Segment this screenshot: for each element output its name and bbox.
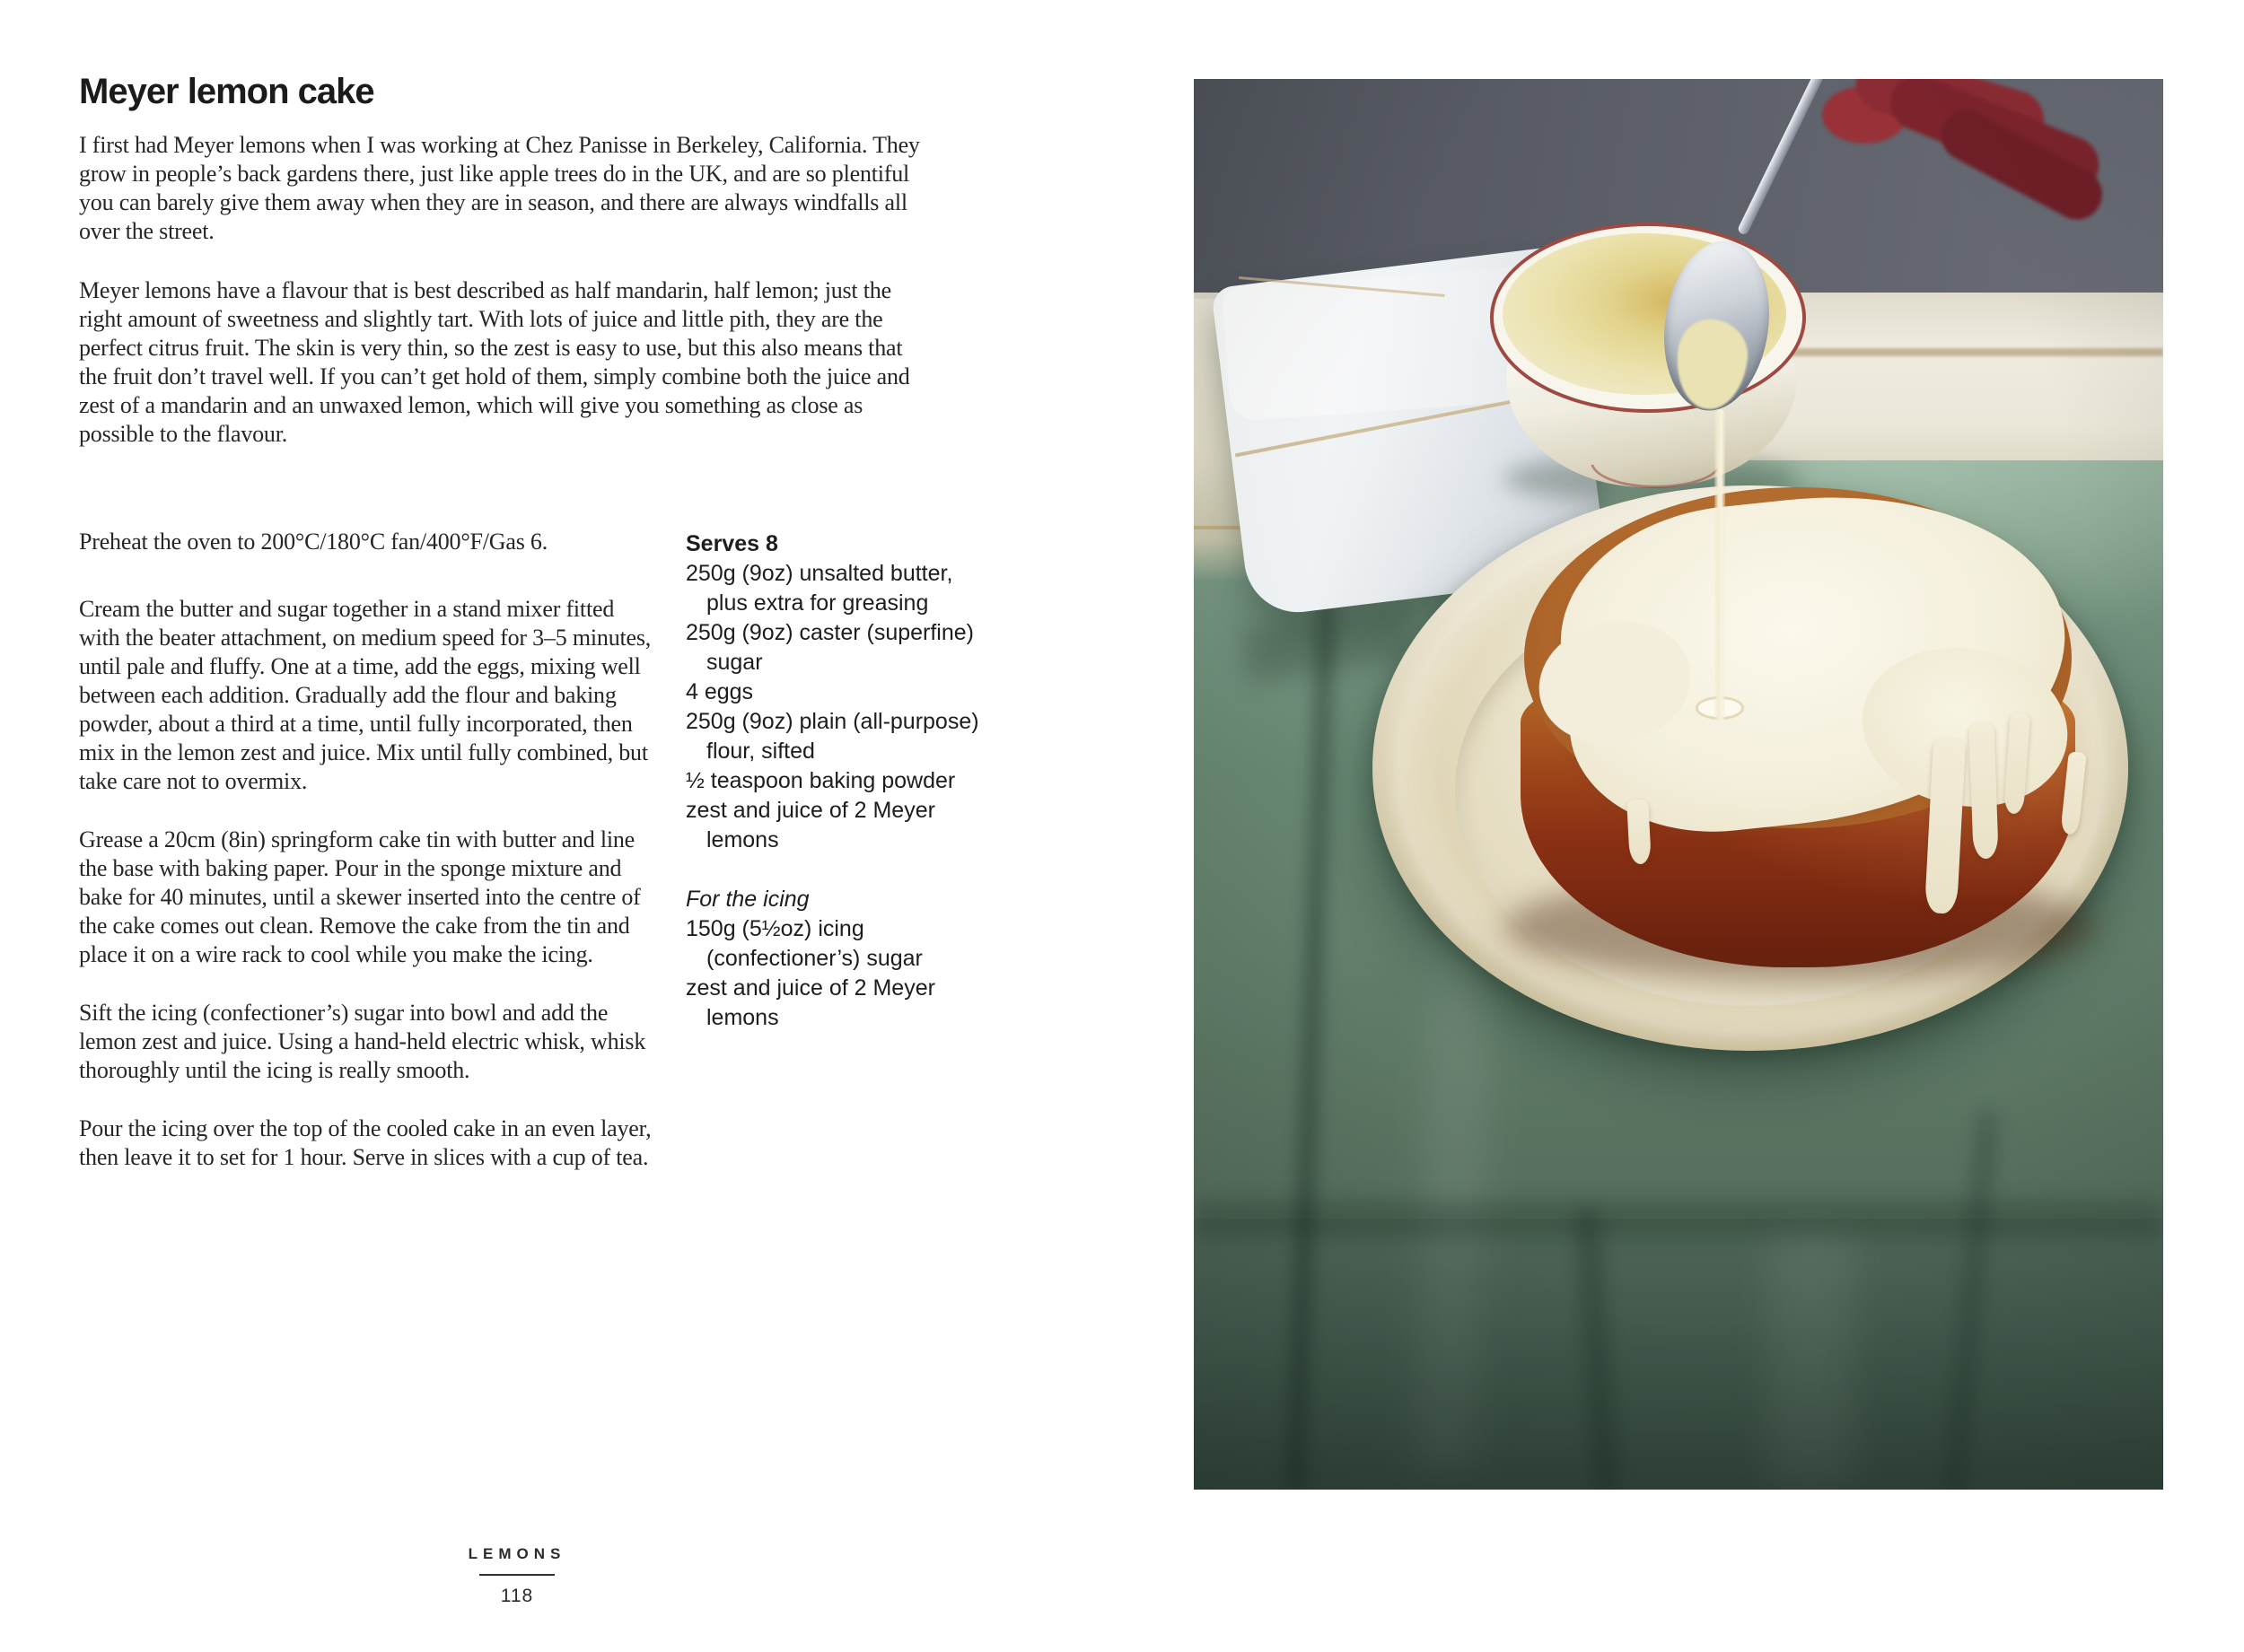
ingredient-line: ½ teaspoon baking powder: [686, 768, 956, 793]
ingredient-line: 150g (5½oz) icing: [686, 916, 864, 941]
ingredient-line: 4 eggs: [686, 679, 754, 704]
ingredient-line: lemons: [706, 1005, 779, 1030]
intro-paragraph: Meyer lemons have a flavour that is best described as half mandarin, half lemon; just the right amount of sweetness and slightly tart. With lots of juice and little pith, they are the perfect citrus fruit. The skin is very thin, so the zest is easy to use, but this also means that the fruit don’t travel well. If you can’t get hold of them, simply combine both the juice and zest of a mandarin and an unwaxed lemon, which will give you something as close as possible to the flavour.: [79, 277, 910, 447]
ingredient-line: 250g (9oz) plain (all-purpose): [686, 709, 979, 734]
serves-label: Serves 8: [686, 531, 778, 556]
intro-paragraph: I first had Meyer lemons when I was working at Chez Panisse in Berkeley, California. They grow in people’s back gardens there, just like apple trees do in the UK, and are so plentiful you can barely give them away when they are in season, and there are always windfalls all over the street.: [79, 132, 920, 244]
page-title: Meyer lemon cake: [79, 72, 374, 111]
ingredient-line: lemons: [706, 827, 779, 852]
ingredient-line: zest and juice of 2 Meyer: [686, 975, 935, 1001]
ingredient-line: zest and juice of 2 Meyer: [686, 798, 935, 823]
recipe-photo: [1194, 79, 2163, 1490]
icing-heading: For the icing: [686, 887, 810, 912]
method-paragraph: Cream the butter and sugar together in a stand mixer fitted with the beater attachment, on medium speed for 3–5 minutes, until pale and fluffy. One at a time, add the eggs, mixing well between each addition. Gradually add the flour and baking powder, about a third at a time, until fully incorporated, then mix in the lemon zest and juice. Mix until fully combined, but take care not to overmix.: [79, 596, 652, 794]
ingredients-gap: [686, 855, 1072, 885]
ingredient-line: plus extra for greasing: [706, 590, 929, 616]
method-paragraph: Preheat the oven to 200°C/180°C fan/400°F/Gas 6.: [79, 529, 548, 555]
photo-vignette: [1194, 79, 2163, 1490]
method-paragraph: Grease a 20cm (8in) springform cake tin with butter and line the base with baking paper. Pour in the sponge mixture and bake for 40 minutes, until a skewer inserted into the centre of the cake comes out clean. Remove the cake from the tin and place it on a wire rack to cool while you make the icing.: [79, 826, 641, 967]
page-number: 118: [500, 1586, 534, 1606]
intro-section: [79, 131, 932, 479]
page-footer: [79, 1545, 955, 1607]
chapter-label: LEMONS: [468, 1545, 566, 1562]
method-paragraph: Pour the icing over the top of the cooled cake in an even layer, then leave it to set for 1 hour. Serve in slices with a cup of tea.: [79, 1115, 652, 1170]
footer-rule: [479, 1574, 555, 1576]
method-paragraph: Sift the icing (confectioner’s) sugar into bowl and add the lemon zest and juice. Using a hand-held electric whisk, whisk thoroughly until the icing is really smooth.: [79, 1000, 646, 1083]
ingredient-line: 250g (9oz) unsalted butter,: [686, 561, 953, 586]
ingredient-line: flour, sifted: [706, 739, 815, 764]
method-section: [79, 528, 658, 1202]
ingredient-line: sugar: [706, 650, 763, 675]
ingredient-line: (confectioner’s) sugar: [706, 946, 923, 971]
ingredients-section: [686, 529, 1072, 1033]
ingredient-line: 250g (9oz) caster (superfine): [686, 620, 974, 645]
